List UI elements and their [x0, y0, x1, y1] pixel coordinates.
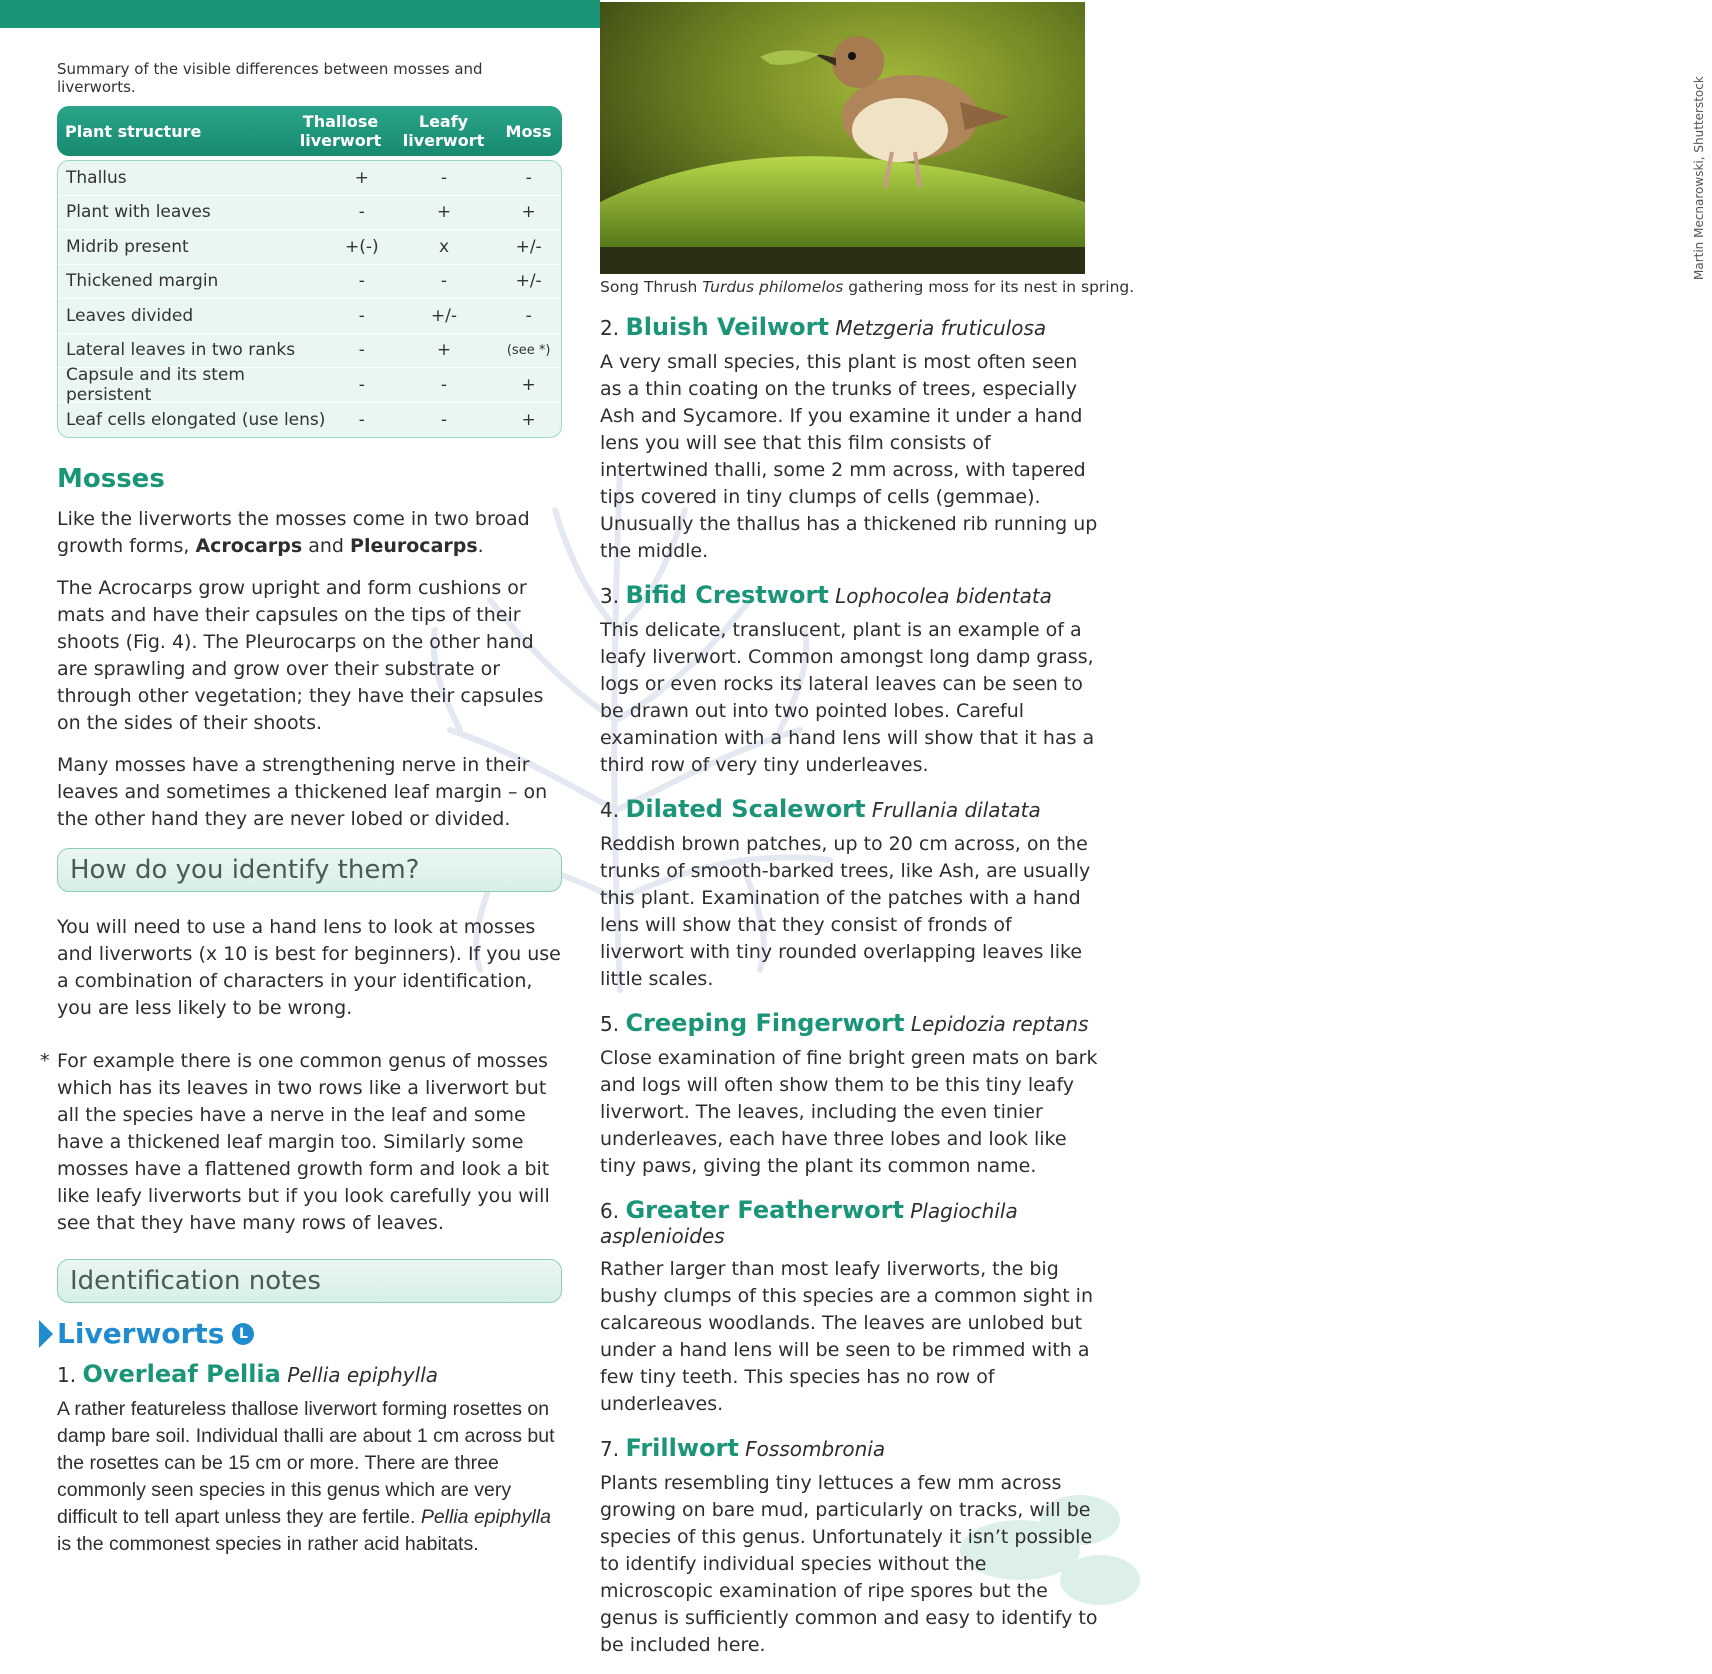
- table-row: Plant with leaves - + +: [58, 196, 561, 231]
- photo-credit: Martin Mecnarowski, Shutterstock: [1692, 76, 1706, 280]
- table-body: [57, 160, 562, 438]
- comparison-table: [57, 106, 562, 438]
- table-row: Midrib present +(-) x +/-: [58, 230, 561, 265]
- species-5-text: Close examination of fine bright green mats on bark and logs will often show them to be this tiny leafy liverwort. The leaves, including the even tinier underleaves, each have three lobes and look like tiny paws, giving the plant its common name.: [600, 1047, 1098, 1177]
- species-1-text: A rather featureless thallose liverwort forming rosettes on damp bare soil. Individual thalli are about 1 cm across but the rosettes can be 15 cm or more. There are three commonly seen species in this genus which are very difficult to tell apart unless they are fertile. Pellia epiphylla is the commonest species in rather acid habitats.: [57, 1398, 555, 1555]
- species-7-text: Plants resembling tiny lettuces a few mm across growing on bare mud, particularly on tracks, will be species of this genus. Unfortunately it isn’t possible to identify individual species without the microscopic examination of ripe spores but the genus is sufficiently common and easy to identify to be included here.: [600, 1472, 1098, 1656]
- song-thrush-photo: [600, 2, 1085, 274]
- header-leafy-liverwort: Leafy liverwort: [402, 112, 485, 150]
- mosses-paragraph-3: Many mosses have a strengthening nerve in their leaves and sometimes a thickened leaf margin – on the other hand they are never lobed or divided.: [57, 754, 548, 830]
- identification-notes-heading: Identification notes: [57, 1259, 562, 1303]
- species-1-heading: 1. Overleaf Pellia Pellia epiphylla: [57, 1360, 438, 1388]
- header-moss: Moss: [505, 121, 552, 141]
- species-3-heading: 3. Bifid Crestwort Lophocolea bidentata: [600, 581, 1052, 609]
- triangle-marker-icon: [39, 1320, 53, 1348]
- left-column: [40, 60, 562, 1573]
- table-row: Capsule and its stem persistent - - +: [58, 368, 561, 403]
- table-header: [57, 106, 562, 156]
- table-row: Thickened margin - - +/-: [58, 265, 561, 300]
- species-4-heading: 4. Dilated Scalewort Frullania dilatata: [600, 795, 1041, 823]
- mosses-paragraph-2: The Acrocarps grow upright and form cushions or mats and have their capsules on the tips of their shoots (Fig. 4). The Pleurocarps on the other hand are sprawling and grow over their substrate or through other vegetation; they have their capsules on the sides of their shoots.: [57, 577, 544, 734]
- photo-caption: Song Thrush Turdus philomelos gathering moss for its nest in spring.: [600, 278, 1135, 296]
- liverworts-title: Liverworts: [57, 1317, 225, 1350]
- species-6-text: Rather larger than most leafy liverworts, the big bushy clumps of this species are a common sight in calcareous woodlands. The leaves are unlobed but under a hand lens will be seen to be rimmed with a few tiny teeth. This species has no row of underleaves.: [600, 1258, 1093, 1415]
- table-row: Leaves divided - +/- -: [58, 299, 561, 334]
- species-6-heading: 6. Greater Featherwort Plagiochila asplenioides: [600, 1196, 1018, 1248]
- species-2-heading: 2. Bluish Veilwort Metzgeria fruticulosa: [600, 313, 1047, 341]
- top-color-bar: [0, 0, 600, 28]
- species-5-heading: 5. Creeping Fingerwort Lepidozia reptans: [600, 1009, 1089, 1037]
- identify-paragraph: You will need to use a hand lens to look at mosses and liverworts (x 10 is best for beginners). If you use a combination of characters in your identification, you are less likely to be wrong.: [57, 916, 561, 1019]
- species-4-text: Reddish brown patches, up to 20 cm across, on the trunks of smooth-barked trees, like Ash, are usually this plant. Examination of the patches with a hand lens will show that they consist of fronds of liverwort with tiny rounded overlapping leaves like little scales.: [600, 833, 1091, 990]
- table-row: Leaf cells elongated (use lens) - - +: [66, 409, 536, 430]
- species-2-text: A very small species, this plant is most often seen as a thin coating on the trunks of trees, especially Ash and Sycamore. If you examine it under a hand lens you will see that this film consists of intertwined thalli, some 2 mm across, with tapered tips covered in tiny clumps of cells (gemmae). Unusually the thallus has a thickened rib running up the middle.: [600, 351, 1098, 562]
- mosses-paragraph-1: Like the liverworts the mosses come in two broad growth forms, Acrocarps and Pleurocarps.: [57, 508, 530, 557]
- footnote-text: For example there is one common genus of mosses which has its leaves in two rows like a liverwort but all the species have a nerve in the leaf and some have a thickened leaf margin too. Similarly some mosses have a flattened growth form and look a bit like leafy liverworts but if you look carefully you will see that they have many rows of leaves.: [57, 1050, 550, 1234]
- liverwort-badge-icon: L: [232, 1323, 254, 1345]
- footnote: [40, 1048, 562, 1237]
- mosses-heading: Mosses: [57, 464, 165, 494]
- identify-heading: How do you identify them?: [57, 848, 562, 892]
- table-row: Thallus + - -: [58, 161, 561, 196]
- table-row: Lateral leaves in two ranks - + (see *): [58, 334, 561, 369]
- footnote-star: *: [40, 1050, 50, 1072]
- table-caption: Summary of the visible differences between mosses and liverworts.: [57, 60, 483, 96]
- liverworts-heading: [57, 1317, 562, 1350]
- species-list-right: [600, 305, 1100, 1674]
- header-plant-structure: Plant structure: [65, 121, 202, 141]
- species-3-text: This delicate, translucent, plant is an example of a leafy liverwort. Common amongst long damp grass, logs or even rocks its lateral leaves can be seen to be drawn out into two pointed lobes. Careful examination with a hand lens will show that it has a third row of very tiny underleaves.: [600, 619, 1095, 776]
- header-thallose-liverwort: Thallose liverwort: [299, 112, 382, 150]
- species-7-heading: 7. Frillwort Fossombronia: [600, 1434, 886, 1462]
